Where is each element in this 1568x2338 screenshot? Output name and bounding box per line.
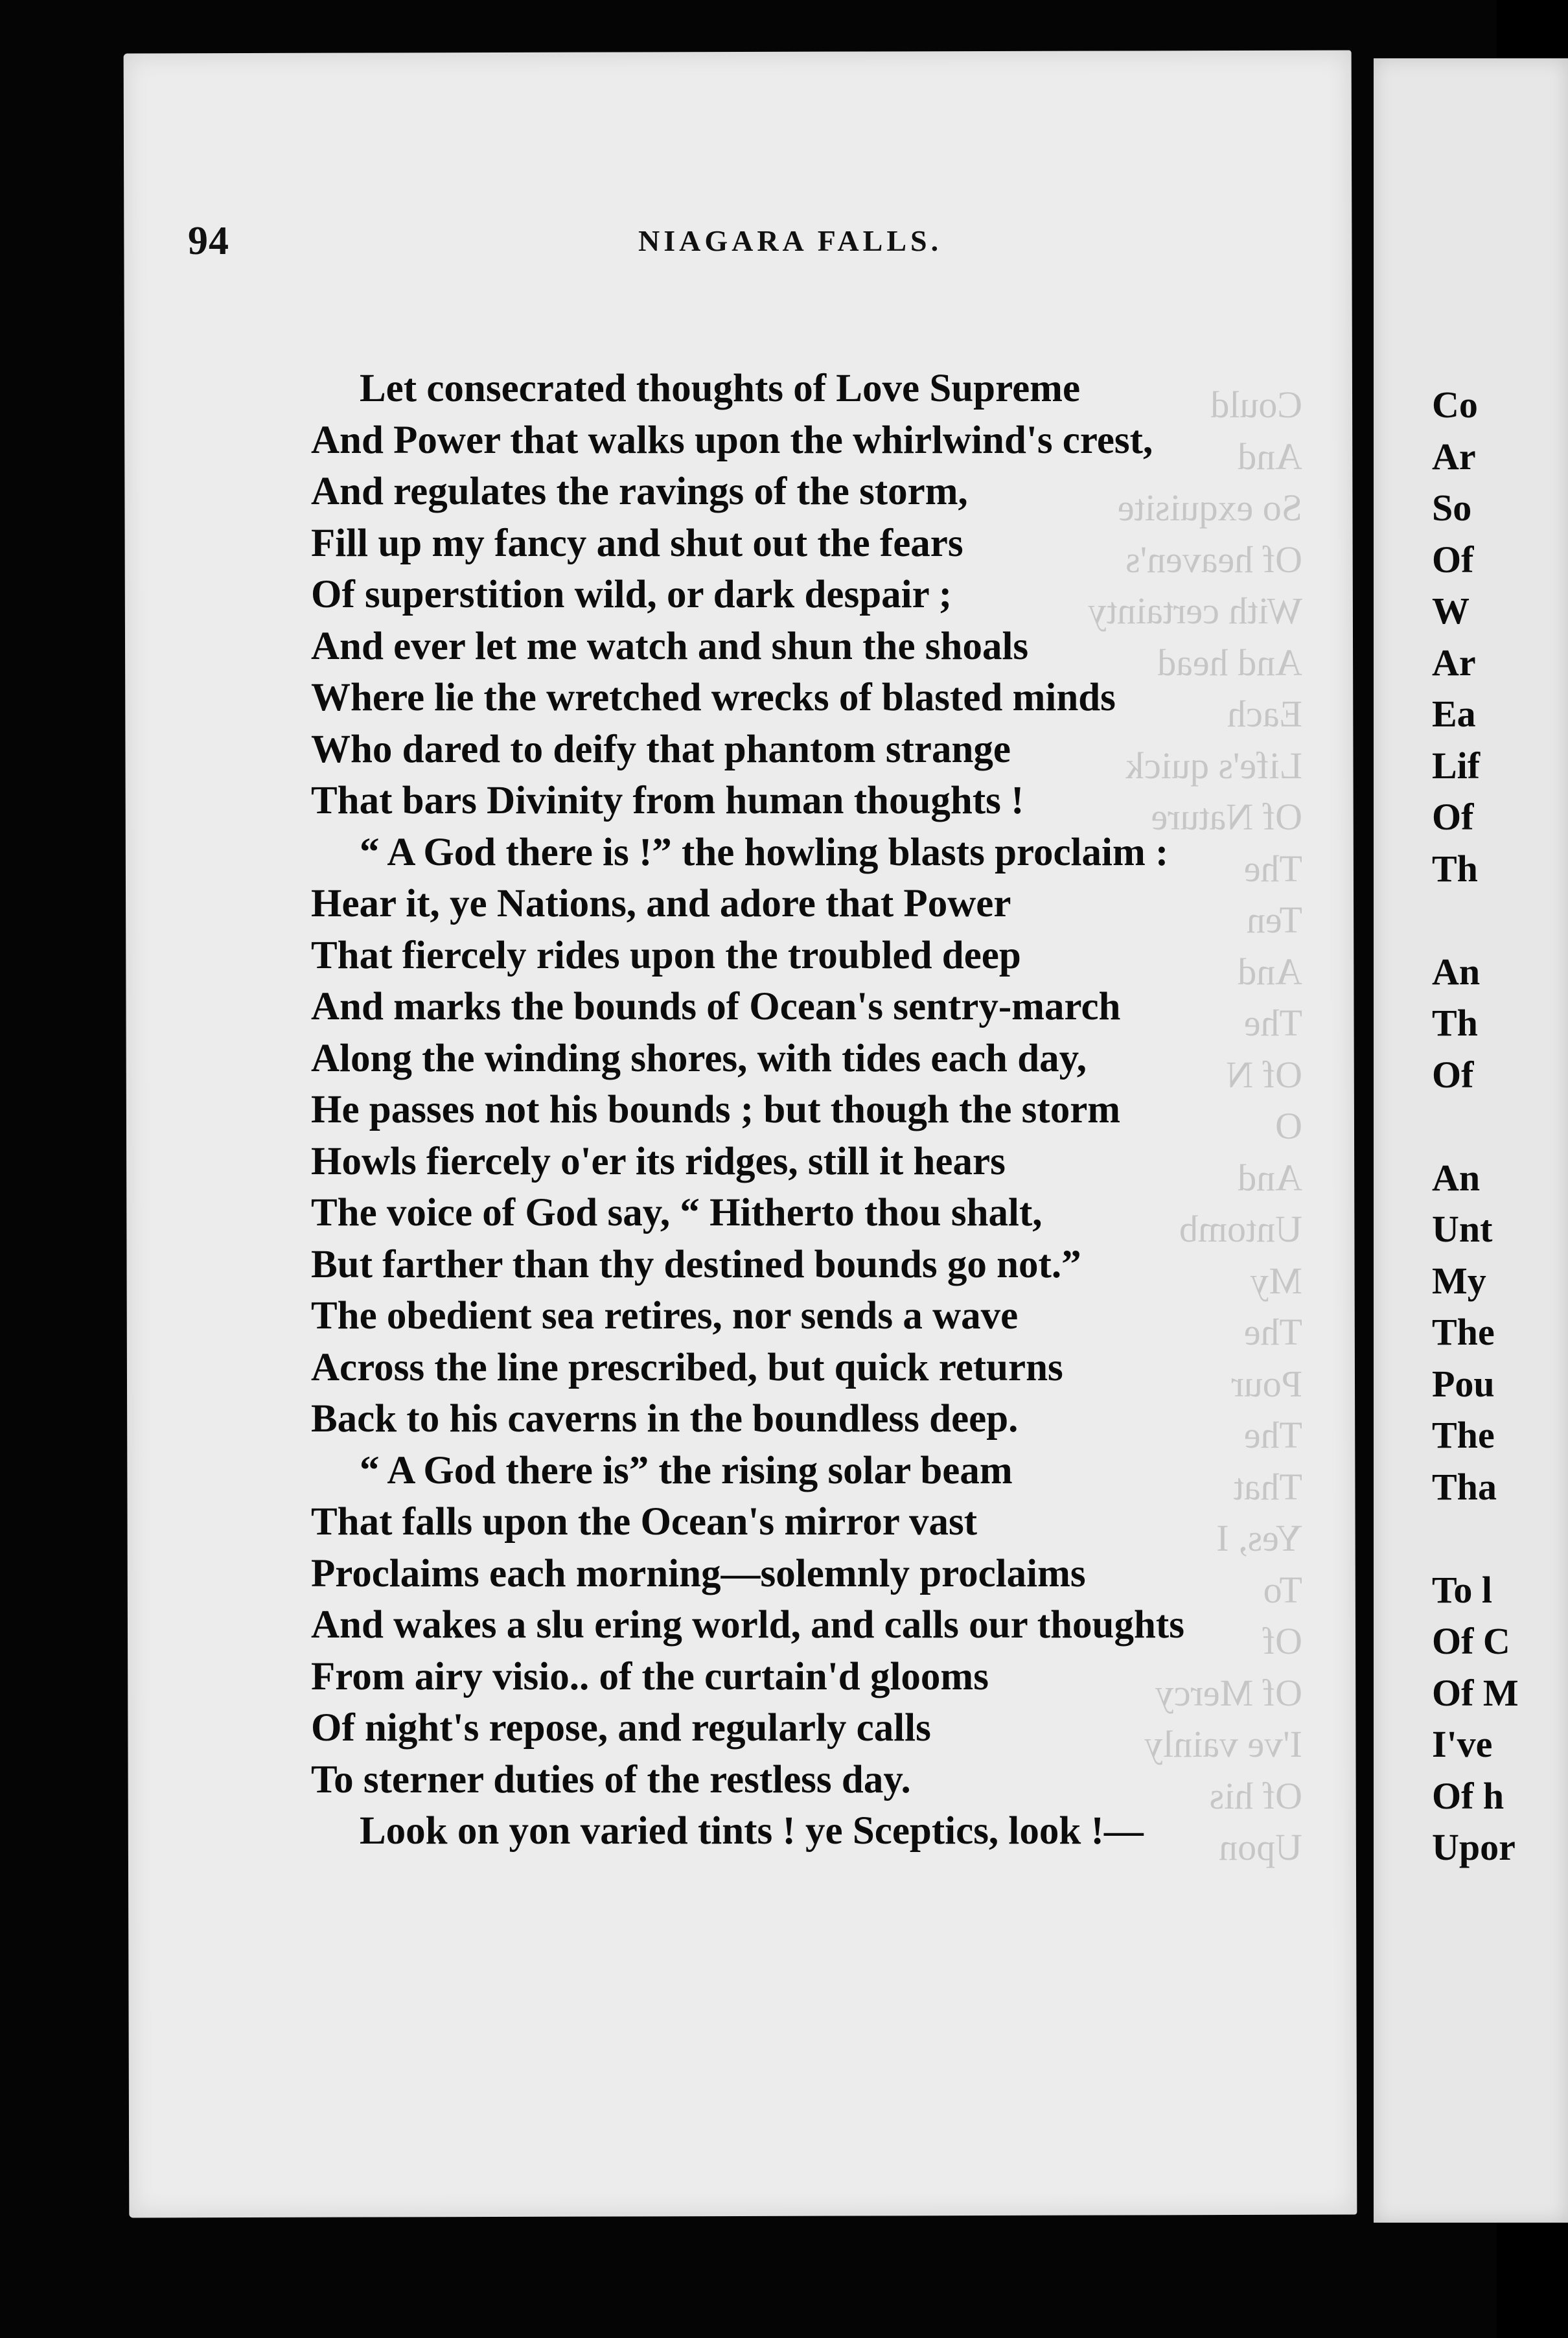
show-through-line: My xyxy=(1250,1259,1302,1302)
show-through-line: Ten xyxy=(1246,899,1302,941)
show-through-line: Untomb xyxy=(1179,1208,1302,1250)
show-through-line: The xyxy=(1243,1414,1302,1456)
facing-page-line: To l xyxy=(1432,1568,1492,1611)
poem-line: Let consecrated thoughts of Love Supreme xyxy=(360,367,1081,410)
poem-line: But farther than thy destined bounds go not.” xyxy=(311,1242,1081,1286)
poem-line: That bars Divinity from human thoughts ! xyxy=(311,779,1024,822)
poem-line: Hear it, ye Nations, and adore that Power xyxy=(311,882,1011,925)
show-through-line: The xyxy=(1243,847,1302,890)
show-through-line: Upon xyxy=(1219,1826,1302,1868)
poem-line: Who dared to deify that phantom strange xyxy=(311,727,1011,771)
facing-page-line: Co xyxy=(1432,384,1478,426)
poem-line: The voice of God say, “ Hitherto thou shalt, xyxy=(311,1191,1043,1234)
page-number: 94 xyxy=(188,219,229,263)
facing-page-line: Of xyxy=(1432,1053,1474,1096)
facing-page-line: I've xyxy=(1432,1723,1493,1765)
facing-page-line: Of h xyxy=(1432,1774,1505,1817)
show-through-line: And xyxy=(1238,1156,1302,1199)
facing-page-line: W xyxy=(1432,590,1470,632)
facing-page-line xyxy=(1432,1512,1519,1564)
show-through-line: And head xyxy=(1157,641,1302,684)
facing-page-line: Th xyxy=(1432,847,1478,890)
show-through-line: Yes, I xyxy=(1216,1517,1302,1559)
facing-page-line: An xyxy=(1432,1156,1481,1199)
poem-line: From airy visio.. of the curtain'd glooms xyxy=(311,1654,989,1698)
facing-page-line: Of xyxy=(1432,538,1474,581)
facing-page-line: Of C xyxy=(1432,1620,1510,1662)
show-through-line: The xyxy=(1243,1002,1302,1044)
facing-page-line: Ea xyxy=(1432,693,1476,735)
facing-page-line: Tha xyxy=(1432,1465,1497,1508)
facing-page-line: Upor xyxy=(1432,1826,1516,1868)
show-through-line: Each xyxy=(1227,693,1302,735)
show-through-line: To xyxy=(1263,1568,1302,1611)
show-through-line: The xyxy=(1243,1311,1302,1353)
facing-page-line: Pou xyxy=(1432,1362,1495,1405)
show-through-line: Of his xyxy=(1209,1774,1302,1817)
poem-line: Fill up my fancy and shut out the fears xyxy=(311,521,963,565)
poem-line: Of superstition wild, or dark despair ; xyxy=(311,573,952,616)
poem-line: Howls fiercely o'er its ridges, still it hears xyxy=(311,1139,1006,1183)
poem-line: Look on yon varied tints ! ye Sceptics, look !— xyxy=(360,1809,1144,1853)
poem-line: And marks the bounds of Ocean's sentry-march xyxy=(311,985,1121,1028)
poem-line: Back to his caverns in the boundless deep. xyxy=(311,1397,1019,1441)
facing-page-line: An xyxy=(1432,950,1481,993)
poem-line: Proclaims each morning—solemnly proclaims xyxy=(311,1551,1086,1595)
poem-line: Across the line prescribed, but quick returns xyxy=(311,1345,1063,1389)
show-through-line: That xyxy=(1233,1465,1302,1508)
facing-page-line: Of xyxy=(1432,796,1474,838)
poem-line: And regulates the ravings of the storm, xyxy=(311,470,968,513)
poem-line: And ever let me watch and shun the shoals xyxy=(311,624,1029,668)
show-through-line: Of N xyxy=(1226,1053,1302,1096)
facing-page-line: Th xyxy=(1432,1002,1478,1044)
facing-page-line: Ar xyxy=(1432,435,1476,478)
show-through-line: And xyxy=(1238,435,1302,478)
show-through-line: With certainty xyxy=(1087,590,1302,632)
poem-line: And Power that walks upon the whirlwind's crest, xyxy=(311,418,1153,462)
show-through-line: Of Mercy xyxy=(1155,1671,1302,1714)
facing-page-line: Of M xyxy=(1432,1671,1519,1714)
show-through-line: Could xyxy=(1210,384,1302,426)
show-through-line: Of xyxy=(1262,1620,1302,1662)
show-through-line: Of Nature xyxy=(1151,796,1302,838)
facing-page-line: The xyxy=(1432,1414,1495,1456)
facing-page-line: So xyxy=(1432,487,1472,529)
show-through-line: Life's quick xyxy=(1125,744,1302,787)
poem-line: He passes not his bounds ; but though the storm xyxy=(311,1088,1121,1131)
facing-page-text xyxy=(1432,379,1519,1873)
show-through-line: So exquisite xyxy=(1117,487,1302,529)
show-through-line: And xyxy=(1238,950,1302,993)
poem-line: “ A God there is” the rising solar beam xyxy=(360,1448,1013,1492)
show-through-line: Of heaven's xyxy=(1125,538,1302,581)
poem-line: Where lie the wretched wrecks of blasted minds xyxy=(311,676,1116,719)
facing-page-line xyxy=(1432,894,1519,946)
poem-line: To sterner duties of the restless day. xyxy=(311,1757,911,1801)
facing-page-line: Unt xyxy=(1432,1208,1493,1250)
facing-page-line: My xyxy=(1432,1259,1486,1302)
poem-text xyxy=(311,363,1296,1857)
poem-line: That fiercely rides upon the troubled deep xyxy=(311,933,1021,977)
page-running-header: NIAGARA FALLS. xyxy=(638,224,943,257)
poem-line: Along the winding shores, with tides each day, xyxy=(311,1036,1087,1080)
facing-page-line: The xyxy=(1432,1311,1495,1353)
show-through-line: I've vainly xyxy=(1144,1723,1302,1765)
facing-page-line: Lif xyxy=(1432,744,1481,787)
show-through-line: Pour xyxy=(1231,1362,1302,1405)
poem-line: Of night's repose, and regularly calls xyxy=(311,1706,931,1750)
facing-page-line xyxy=(1432,1100,1519,1152)
facing-page-line: Ar xyxy=(1432,641,1476,684)
poem-line: “ A God there is !” the howling blasts proclaim : xyxy=(360,830,1169,874)
poem-line: That falls upon the Ocean's mirror vast xyxy=(311,1500,978,1544)
poem-line: The obedient sea retires, nor sends a wave xyxy=(311,1294,1019,1337)
poem-line: And wakes a slu ering world, and calls our thoughts xyxy=(311,1603,1184,1647)
show-through-line: O xyxy=(1275,1105,1302,1147)
